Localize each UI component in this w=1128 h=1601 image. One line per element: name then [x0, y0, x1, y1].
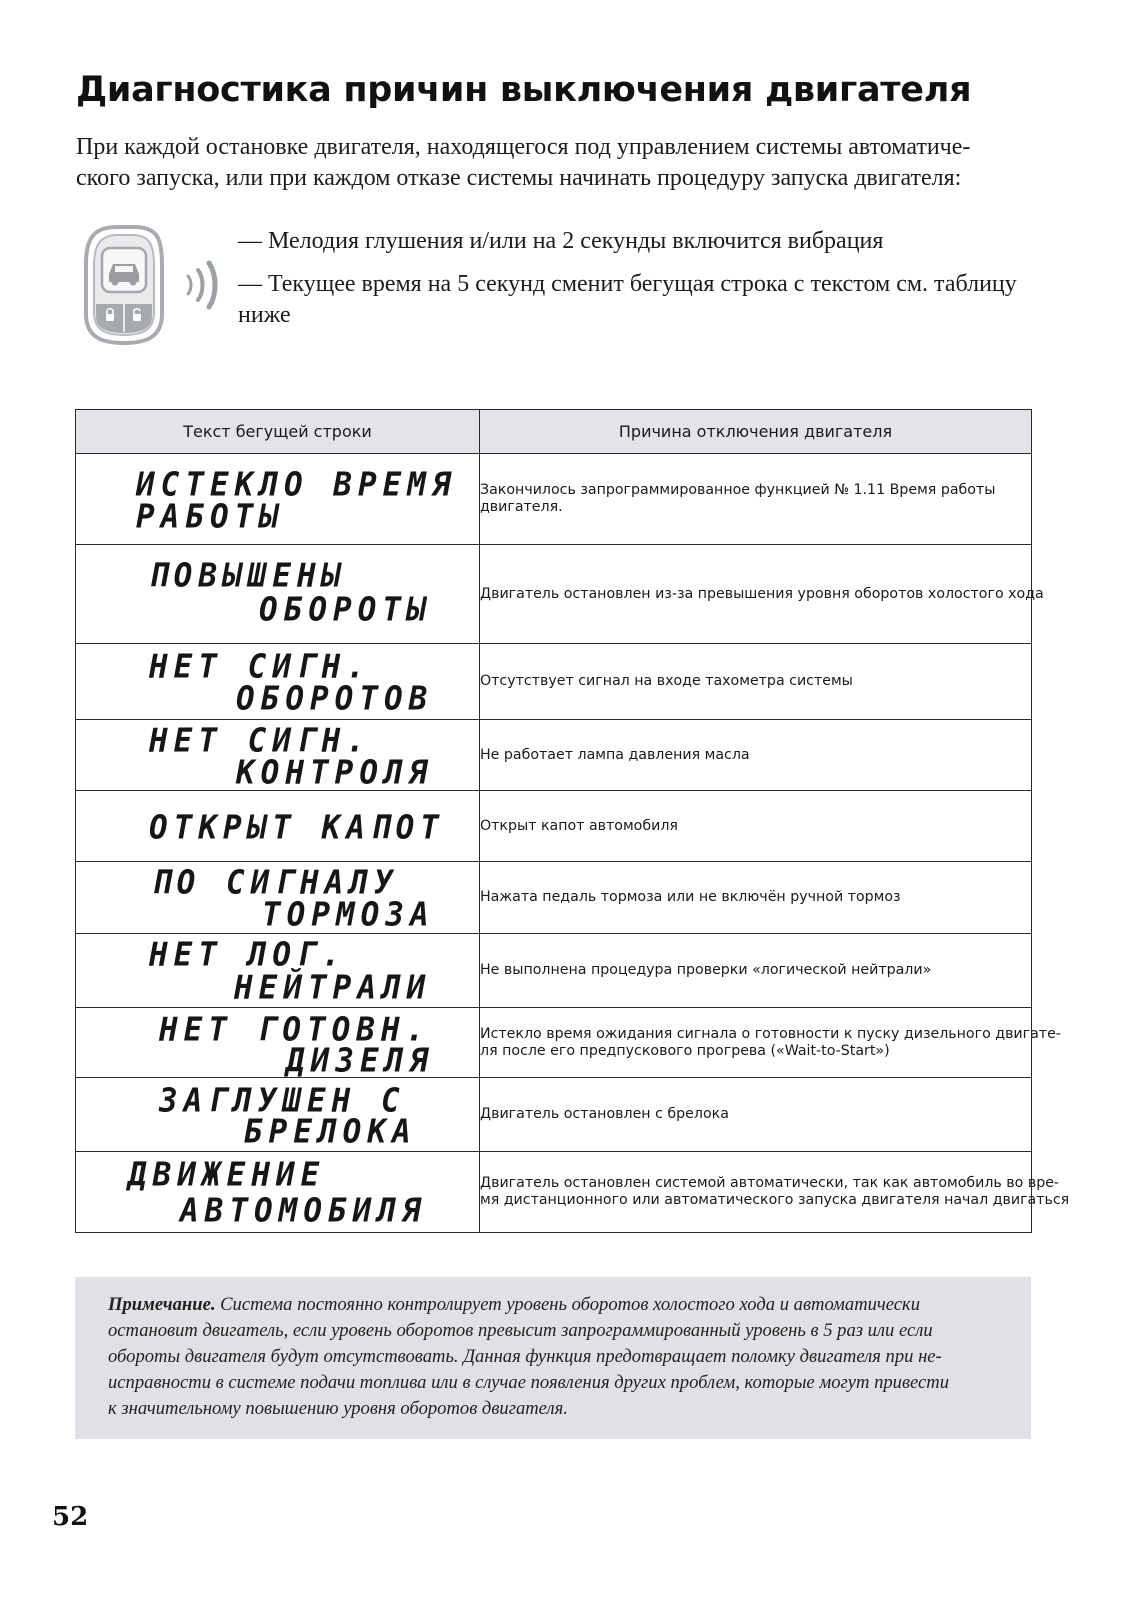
list-item — [238, 269, 1058, 331]
note-text: Система постоянно контролирует уровень оборотов холостого хода и автоматически — [215, 1294, 921, 1315]
lcd-text-cell — [76, 1152, 480, 1233]
reason-line: мя дистанционного или автоматического запуска двигателя начал двигаться — [480, 1192, 1070, 1208]
lcd-line: ТОРМОЗА — [262, 895, 435, 934]
lcd-line: ДВИЖЕНИЕ — [128, 1155, 326, 1194]
reason-cell — [480, 454, 1032, 545]
intro-line: При каждой остановке двигателя, находящегося под управлением системы автоматиче- — [76, 134, 971, 160]
lcd-line: РАБОТЫ — [136, 497, 284, 536]
lcd-line: НЕТ СИГН. — [149, 721, 371, 760]
lcd-text-cell — [76, 545, 480, 644]
table-header-row — [76, 410, 1032, 454]
intro-line: ского запуска, или при каждом отказе системы начинать процедуру запуска двигателя: — [76, 165, 962, 191]
reason-line: Двигатель остановлен системой автоматически, так как автомобиль во вре- — [480, 1175, 1060, 1191]
table-row — [76, 1008, 1032, 1078]
reason-line: ля после его предпускового прогрева («Wait-to-Start») — [480, 1042, 890, 1059]
reason-line: Нажата педаль тормоза или не включён ручной тормоз — [480, 889, 901, 905]
reason-line: Истекло время ожидания сигнала о готовности к пуску дизельного двигате- — [480, 1025, 1061, 1042]
key-fob-icon — [72, 224, 230, 346]
note-line: к значительному повышению уровня оборотов двигателя. — [108, 1398, 568, 1419]
note-line: обороты двигателя будут отсутствовать. Данная функция предотвращает поломку двигателя при не- — [108, 1346, 942, 1367]
lcd-line: НЕТ ГОТОВН. — [159, 1010, 431, 1049]
page-title: Диагностика причин выключения двигателя — [76, 70, 972, 110]
vibration-waves-icon — [188, 263, 215, 307]
lcd-text-cell — [76, 791, 480, 862]
reason-line: Двигатель остановлен с брелока — [480, 1106, 729, 1122]
lcd-text-cell — [76, 862, 480, 934]
reason-cell — [480, 1078, 1032, 1152]
reason-cell — [480, 644, 1032, 720]
lcd-line: ИСТЕКЛО ВРЕМЯ — [136, 465, 457, 504]
note-line: исправности в системе подачи топлива или в случае появления других проблем, которые могут привести — [108, 1372, 950, 1393]
note-line: остановит двигатель, если уровень оборотов превысит запрограммированный уровень в 5 раз или если — [108, 1320, 933, 1341]
reason-line: Открыт капот автомобиля — [480, 817, 678, 834]
reason-line: двигателя. — [480, 499, 563, 515]
lcd-line: НЕТ СИГН. — [149, 647, 371, 686]
notification-list — [238, 226, 1058, 343]
column-header-reason: Причина отключения двигателя — [480, 410, 1032, 454]
table-row — [76, 720, 1032, 791]
lcd-line: НЕТ ЛОГ. — [149, 935, 347, 974]
note-label: Примечание. — [108, 1294, 216, 1315]
reason-cell — [480, 934, 1032, 1008]
table-row — [76, 545, 1032, 644]
lcd-text-cell — [76, 454, 480, 545]
lcd-text-cell — [76, 1078, 480, 1152]
table-row — [76, 862, 1032, 934]
lcd-line: ПО СИГНАЛУ — [152, 863, 399, 902]
bullet-text: — Текущее время на 5 секунд сменит бегущая строка с текстом см. таблицу — [238, 271, 1017, 297]
table-row — [76, 791, 1032, 862]
table-row — [76, 644, 1032, 720]
lcd-line: ДИЗЕЛЯ — [286, 1041, 434, 1080]
reason-cell — [480, 720, 1032, 791]
reason-line: Отсутствует сигнал на входе тахометра системы — [480, 673, 853, 689]
reason-cell — [480, 545, 1044, 644]
reason-line: Не работает лампа давления масла — [480, 746, 750, 763]
note-box — [75, 1277, 1031, 1439]
lcd-text-cell — [76, 644, 480, 720]
table-row — [76, 934, 1032, 1008]
list-item — [238, 226, 1058, 257]
reason-cell — [480, 862, 1032, 934]
lcd-line: ОБОРОТЫ — [259, 590, 432, 629]
reason-line: Не выполнена процедура проверки «логической нейтрали» — [480, 962, 932, 978]
note-line — [108, 1292, 1001, 1318]
table-row — [76, 1078, 1032, 1152]
lcd-line: ОТКРЫТ КАПОТ — [149, 808, 445, 847]
page-number: 52 — [52, 1502, 89, 1532]
table-row — [76, 454, 1032, 545]
lcd-line: БРЕЛОКА — [244, 1112, 417, 1151]
table-row — [76, 1152, 1032, 1233]
lcd-line: АВТОМОБИЛЯ — [180, 1191, 427, 1230]
reason-cell — [480, 1152, 1070, 1233]
reason-cell — [480, 1008, 1061, 1078]
reason-cell — [480, 791, 1032, 862]
bullet-text: — Мелодия глушения и/или на 2 секунды включится вибрация — [238, 228, 884, 254]
lcd-line: ПОВЫШЕНЫ — [149, 556, 347, 595]
lcd-line: НЕЙТРАЛИ — [234, 968, 432, 1007]
lcd-text-cell — [76, 934, 480, 1008]
lcd-line: КОНТРОЛЯ — [236, 753, 434, 792]
lcd-line: ЗАГЛУШЕН С — [159, 1081, 406, 1120]
lcd-text-cell — [76, 720, 480, 791]
reason-line: Закончилось запрограммированное функцией № 1.11 Время работы — [480, 482, 996, 498]
bullet-text: ниже — [238, 302, 291, 328]
diagnostics-table — [75, 409, 1070, 1233]
intro-paragraph — [76, 132, 1056, 194]
reason-line: Двигатель остановлен из-за превышения уровня оборотов холостого хода — [480, 585, 1044, 602]
lcd-line: ОБОРОТОВ — [236, 679, 434, 718]
lcd-text-cell — [76, 1008, 480, 1078]
column-header-lcd-text: Текст бегущей строки — [76, 410, 480, 454]
